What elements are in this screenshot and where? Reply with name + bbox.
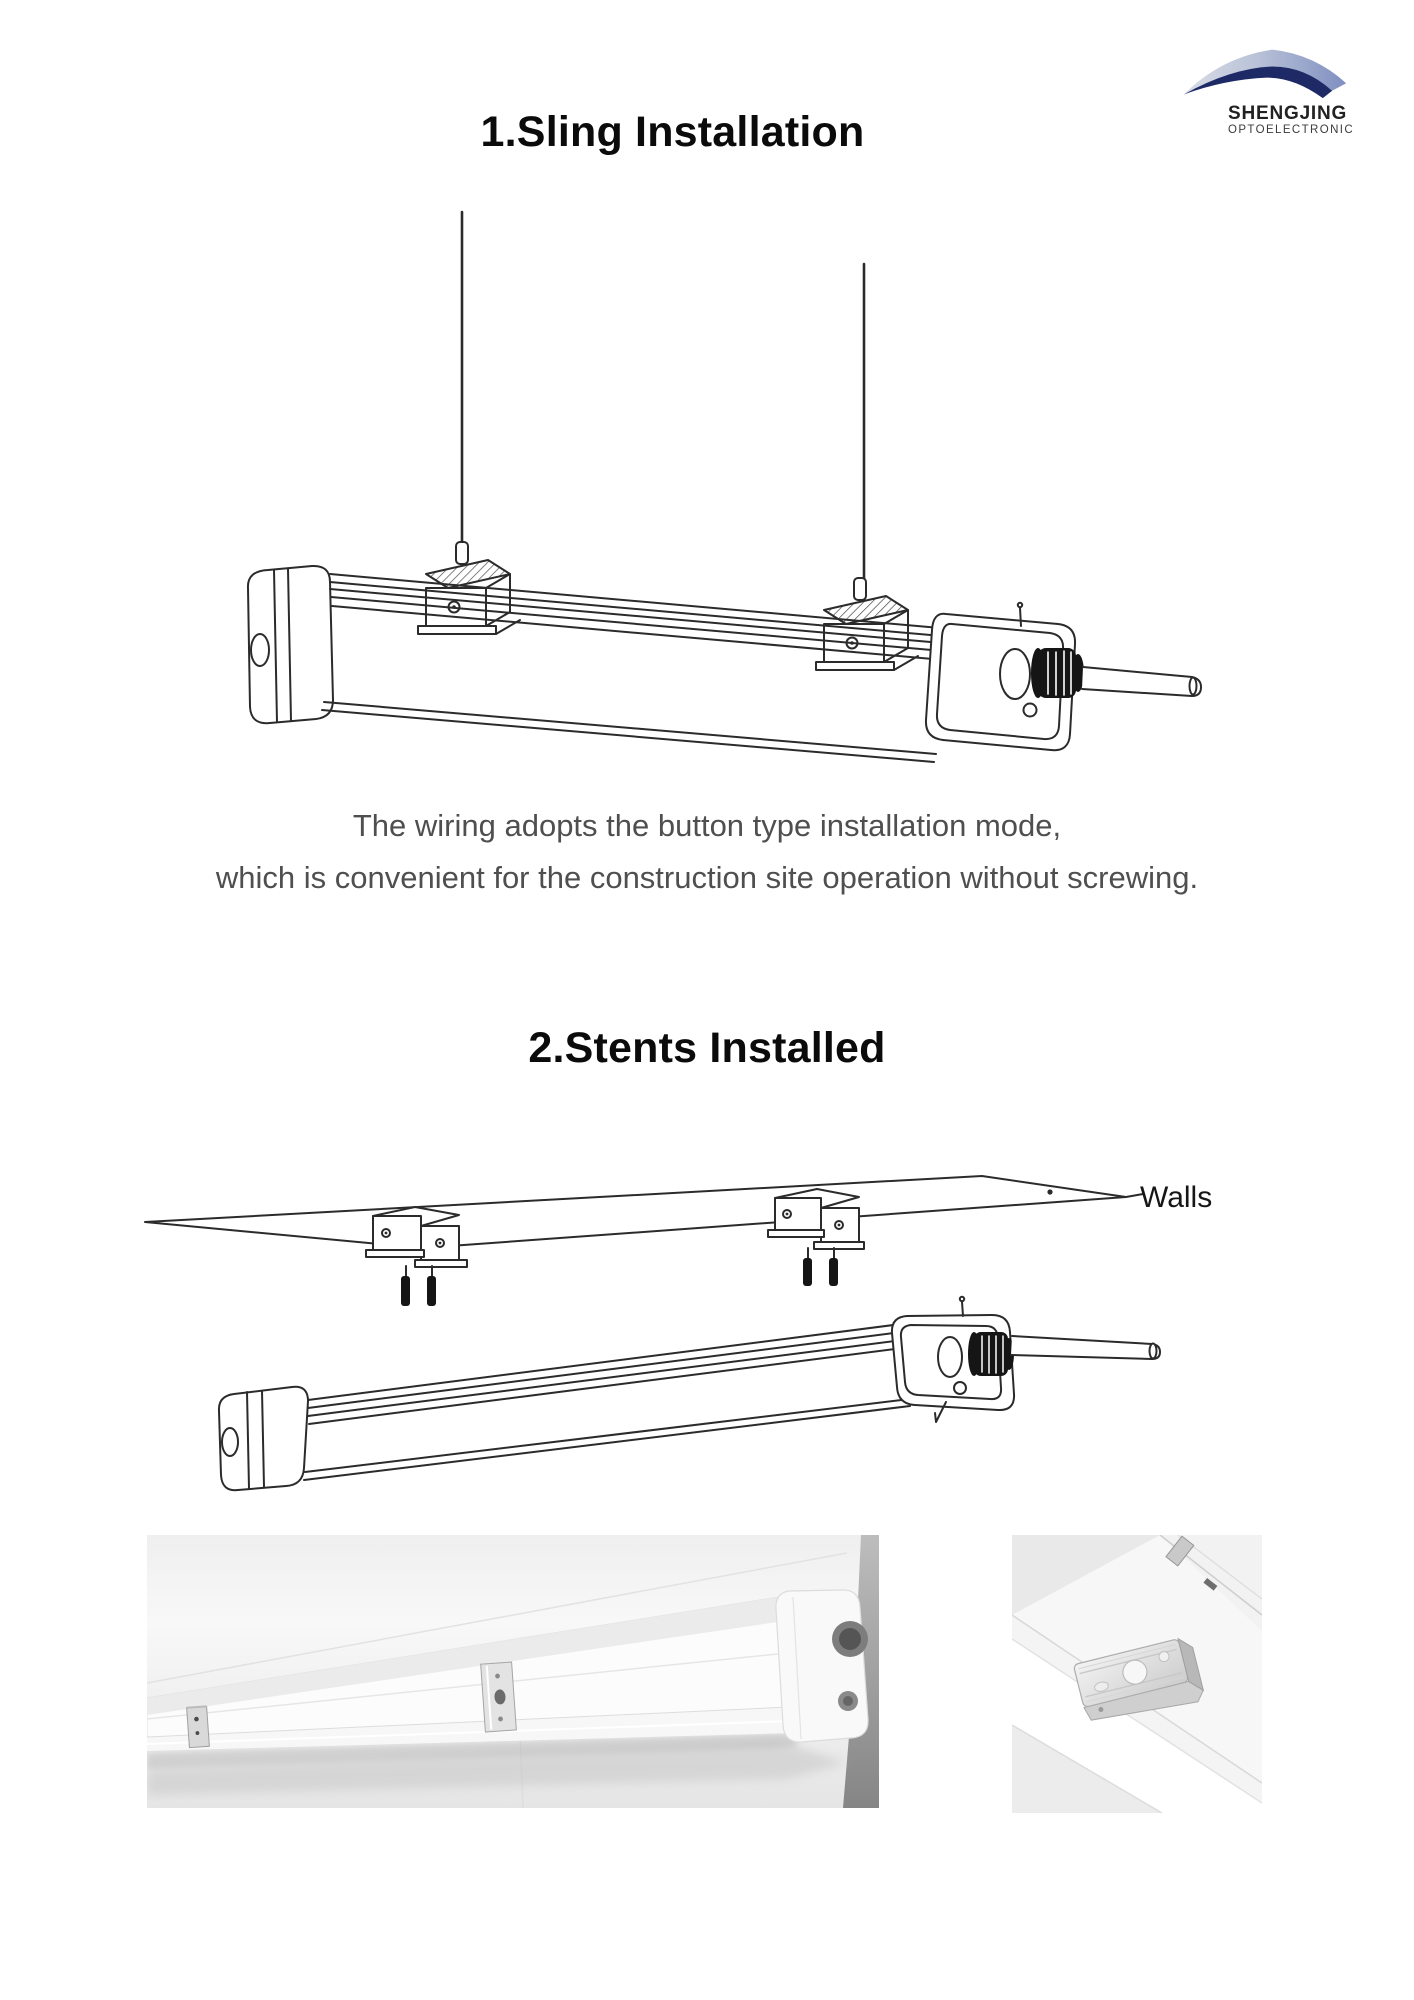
section1-caption <box>0 800 1414 904</box>
power-cable <box>1082 667 1201 696</box>
wall-plane <box>145 1176 1143 1248</box>
light-fixture <box>248 566 1201 762</box>
photo-wall-mounted-fixture <box>147 1535 879 1808</box>
light-fixture-2 <box>219 1297 1160 1490</box>
screws-left <box>401 1266 436 1306</box>
sling-bracket-left <box>418 542 520 634</box>
stent-bracket-right <box>768 1189 864 1249</box>
photo-bracket-closeup-image <box>1012 1535 1262 1813</box>
walls-label: Walls <box>1140 1181 1213 1214</box>
logo-swoosh-icon <box>1182 44 1348 102</box>
power-cable-2 <box>1011 1336 1160 1359</box>
stents-installation-diagram <box>110 1150 1310 1500</box>
logo-subtitle: OPTOELECTRONIC <box>1228 123 1355 136</box>
cable-gland-2 <box>968 1332 1014 1376</box>
section2-title: 2.Stents Installed <box>528 1024 886 1072</box>
section1-title: 1.Sling Installation <box>480 108 865 156</box>
sling-installation-diagram <box>240 190 1220 770</box>
screws-right <box>803 1248 838 1286</box>
photo-wall-mounted-fixture-image <box>147 1535 879 1808</box>
photo-bracket-closeup <box>1012 1535 1262 1813</box>
cable-gland <box>1031 648 1084 698</box>
caption-line-1: The wiring adopts the button type installation mode, <box>352 808 1062 843</box>
mounting-bracket-photo-2 <box>481 1662 517 1732</box>
mounting-bracket-photo-1 <box>187 1706 210 1747</box>
logo-title: SHENGJING <box>1228 103 1348 124</box>
fixture-end-cap-photo <box>776 1590 868 1742</box>
stent-bracket-left <box>366 1207 467 1267</box>
caption-line-2: which is convenient for the construction site operation without screwing. <box>215 860 1199 895</box>
